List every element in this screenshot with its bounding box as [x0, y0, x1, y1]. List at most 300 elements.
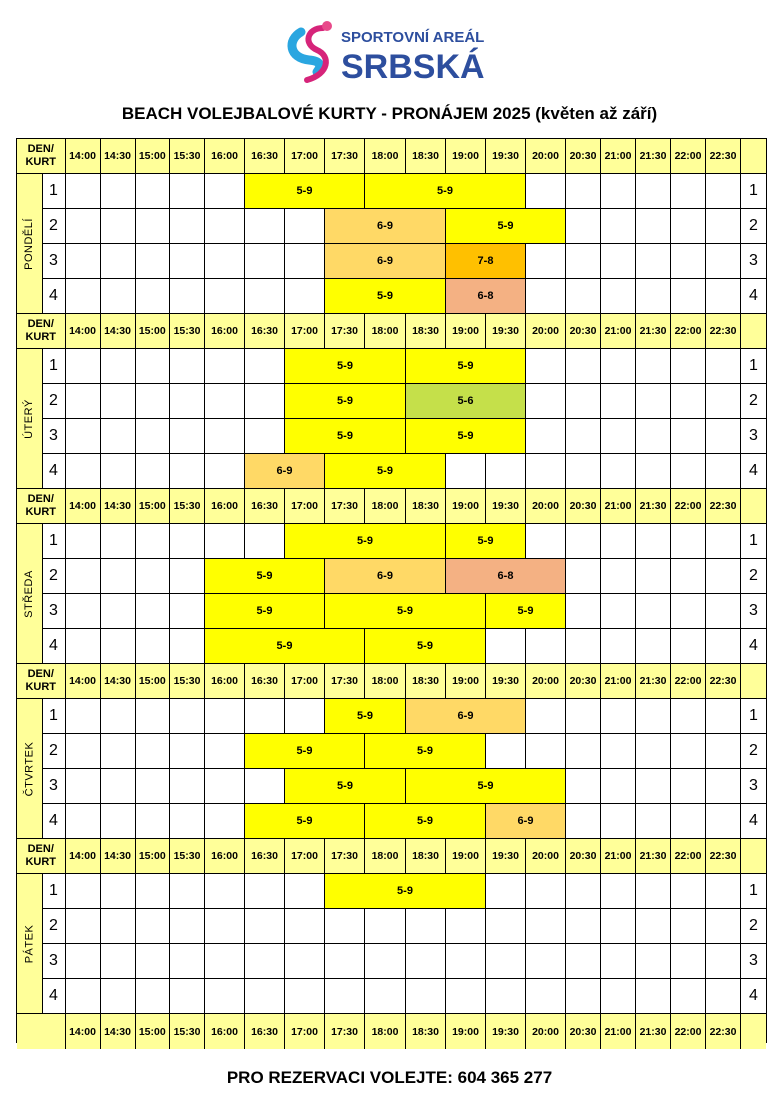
empty-slot: [136, 384, 171, 419]
empty-slot: [205, 349, 245, 384]
empty-slot: [170, 209, 205, 244]
empty-slot: [671, 384, 706, 419]
empty-slot: [706, 734, 741, 769]
empty-slot: [205, 979, 245, 1014]
empty-slot: [205, 454, 245, 489]
empty-slot: [101, 244, 136, 279]
empty-slot: [170, 454, 205, 489]
empty-slot: [636, 454, 671, 489]
time-header-cell: 15:00: [136, 139, 171, 174]
empty-slot: [526, 279, 566, 314]
empty-slot: [205, 524, 245, 559]
court-number-right: 1: [741, 349, 766, 384]
empty-slot: [526, 629, 566, 664]
booking-block: 5-9: [205, 559, 325, 594]
court-number-left: 4: [43, 629, 66, 664]
time-header-cell: 20:30: [566, 1014, 601, 1049]
empty-slot: [526, 699, 566, 734]
time-header-cell: 22:00: [671, 314, 706, 349]
empty-slot: [601, 909, 636, 944]
time-header-cell: 22:30: [706, 314, 741, 349]
empty-slot: [205, 244, 245, 279]
time-header-cell: 20:30: [566, 139, 601, 174]
header-kurt-label: KURT: [25, 506, 57, 518]
time-header-cell: 22:00: [671, 1014, 706, 1049]
booking-block: 5-6: [406, 384, 526, 419]
empty-slot: [486, 909, 526, 944]
time-header-cell: 19:30: [486, 664, 526, 699]
time-header-cell: 16:30: [245, 489, 285, 524]
empty-slot: [636, 174, 671, 209]
empty-slot: [526, 174, 566, 209]
empty-slot: [205, 909, 245, 944]
time-header-cell: 18:00: [365, 489, 406, 524]
time-header-cell: 14:00: [66, 489, 101, 524]
empty-slot: [566, 244, 601, 279]
day-label-cell: [17, 874, 43, 1014]
empty-slot: [325, 909, 365, 944]
empty-slot: [706, 349, 741, 384]
empty-slot: [636, 699, 671, 734]
court-number-right: 4: [741, 279, 766, 314]
document-title: BEACH VOLEJBALOVÉ KURTY - PRONÁJEM 2025 (květen až září): [121, 104, 658, 123]
court-number-right: 2: [741, 734, 766, 769]
empty-slot: [136, 979, 171, 1014]
empty-slot: [706, 209, 741, 244]
time-header-cell: 22:30: [706, 139, 741, 174]
empty-slot: [566, 559, 601, 594]
empty-slot: [671, 734, 706, 769]
time-header-cell: 20:00: [526, 314, 566, 349]
empty-slot: [526, 419, 566, 454]
empty-slot: [601, 769, 636, 804]
empty-slot: [66, 279, 101, 314]
time-header-cell: 15:00: [136, 664, 171, 699]
time-header-cell: 16:00: [205, 139, 245, 174]
empty-slot: [101, 804, 136, 839]
empty-slot: [671, 594, 706, 629]
time-header-cell: 21:30: [636, 1014, 671, 1049]
empty-slot: [566, 979, 601, 1014]
empty-slot: [101, 944, 136, 979]
time-header-cell: 18:30: [406, 664, 446, 699]
time-header-cell: 18:30: [406, 139, 446, 174]
time-header-cell: 15:00: [136, 489, 171, 524]
court-number-right: 4: [741, 629, 766, 664]
empty-slot: [671, 979, 706, 1014]
empty-slot: [636, 804, 671, 839]
booking-block: 5-9: [406, 349, 526, 384]
empty-slot: [170, 279, 205, 314]
empty-slot: [136, 209, 171, 244]
empty-slot: [486, 454, 526, 489]
time-header-cell: 16:00: [205, 314, 245, 349]
court-number-right: 2: [741, 384, 766, 419]
empty-slot: [170, 734, 205, 769]
empty-slot: [66, 909, 101, 944]
empty-slot: [170, 629, 205, 664]
empty-slot: [526, 349, 566, 384]
empty-slot: [636, 559, 671, 594]
empty-slot: [66, 944, 101, 979]
time-header-cell: 15:00: [136, 1014, 171, 1049]
empty-slot: [636, 944, 671, 979]
empty-slot: [101, 594, 136, 629]
header-den-kurt: [17, 839, 66, 874]
empty-slot: [66, 874, 101, 909]
empty-slot: [566, 279, 601, 314]
empty-slot: [205, 279, 245, 314]
empty-slot: [101, 384, 136, 419]
empty-slot: [706, 699, 741, 734]
time-header-cell: 14:30: [101, 839, 136, 874]
empty-slot: [170, 944, 205, 979]
header-trailing-cell: [741, 664, 766, 699]
court-number-right: 2: [741, 909, 766, 944]
empty-slot: [245, 874, 285, 909]
time-header-cell: 17:00: [285, 314, 325, 349]
empty-slot: [636, 209, 671, 244]
empty-slot: [526, 384, 566, 419]
court-number-left: 1: [43, 349, 66, 384]
court-number-left: 2: [43, 559, 66, 594]
court-number-left: 3: [43, 244, 66, 279]
time-header-cell: 21:30: [636, 839, 671, 874]
empty-slot: [101, 769, 136, 804]
empty-slot: [636, 349, 671, 384]
empty-slot: [706, 874, 741, 909]
court-number-left: 4: [43, 979, 66, 1014]
empty-slot: [205, 734, 245, 769]
empty-slot: [446, 454, 486, 489]
court-number-right: 1: [741, 174, 766, 209]
empty-slot: [706, 419, 741, 454]
booking-block: 6-8: [446, 559, 566, 594]
day-name: STŘEDA: [23, 569, 36, 618]
time-header-cell: 19:30: [486, 314, 526, 349]
empty-slot: [566, 419, 601, 454]
time-header-cell: 16:00: [205, 489, 245, 524]
booking-block: 5-9: [285, 349, 406, 384]
booking-block: 5-9: [325, 279, 446, 314]
booking-block: 5-9: [446, 524, 526, 559]
booking-block: 5-9: [325, 699, 406, 734]
empty-slot: [170, 769, 205, 804]
empty-slot: [601, 874, 636, 909]
logo-ball: [322, 21, 332, 31]
time-header-cell: 16:00: [205, 664, 245, 699]
time-header-cell: 16:00: [205, 839, 245, 874]
empty-slot: [365, 979, 406, 1014]
time-header-cell: 17:00: [285, 839, 325, 874]
empty-slot: [285, 699, 325, 734]
empty-slot: [245, 979, 285, 1014]
time-header-cell: 22:30: [706, 1014, 741, 1049]
time-header-cell: 19:30: [486, 839, 526, 874]
empty-slot: [526, 944, 566, 979]
empty-slot: [636, 629, 671, 664]
time-header-cell: 20:30: [566, 839, 601, 874]
empty-slot: [66, 384, 101, 419]
empty-slot: [601, 559, 636, 594]
empty-slot: [170, 174, 205, 209]
empty-slot: [365, 944, 406, 979]
day-name: PONDĚLÍ: [23, 217, 36, 270]
empty-slot: [446, 979, 486, 1014]
booking-block: 5-9: [285, 769, 406, 804]
time-header-cell: 21:00: [601, 1014, 636, 1049]
empty-slot: [446, 909, 486, 944]
time-header-cell: 20:00: [526, 1014, 566, 1049]
time-header-cell: 20:30: [566, 489, 601, 524]
court-number-right: 1: [741, 874, 766, 909]
empty-slot: [706, 804, 741, 839]
empty-slot: [136, 734, 171, 769]
empty-slot: [66, 419, 101, 454]
court-number-left: 1: [43, 699, 66, 734]
empty-slot: [601, 279, 636, 314]
empty-slot: [406, 909, 446, 944]
empty-slot: [671, 349, 706, 384]
empty-slot: [566, 699, 601, 734]
empty-slot: [566, 209, 601, 244]
time-header-cell: 14:30: [101, 314, 136, 349]
empty-slot: [636, 279, 671, 314]
header-kurt-label: KURT: [25, 681, 57, 693]
time-header-cell: 21:00: [601, 489, 636, 524]
empty-slot: [636, 909, 671, 944]
empty-slot: [671, 909, 706, 944]
booking-block: 6-9: [245, 454, 325, 489]
time-header-cell: 20:00: [526, 489, 566, 524]
time-header-cell: 21:00: [601, 314, 636, 349]
header-trailing-cell: [741, 839, 766, 874]
empty-slot: [136, 279, 171, 314]
empty-slot: [66, 804, 101, 839]
empty-slot: [601, 209, 636, 244]
day-label-cell: [17, 174, 43, 314]
empty-slot: [566, 524, 601, 559]
empty-slot: [566, 594, 601, 629]
empty-slot: [205, 804, 245, 839]
empty-slot: [706, 279, 741, 314]
booking-block: 5-9: [365, 804, 486, 839]
booking-block: 5-9: [365, 629, 486, 664]
empty-slot: [285, 209, 325, 244]
time-header-cell: 22:30: [706, 839, 741, 874]
reservation-footer: PRO REZERVACI VOLEJTE: 604 365 277: [226, 1068, 553, 1087]
time-header-cell: 15:00: [136, 839, 171, 874]
header-kurt-label: KURT: [25, 856, 57, 868]
empty-slot: [101, 454, 136, 489]
header-empty-cell: [17, 1014, 66, 1049]
time-header-cell: 18:30: [406, 1014, 446, 1049]
empty-slot: [706, 979, 741, 1014]
empty-slot: [136, 874, 171, 909]
court-number-right: 3: [741, 769, 766, 804]
empty-slot: [66, 629, 101, 664]
empty-slot: [66, 244, 101, 279]
empty-slot: [66, 174, 101, 209]
time-header-cell: 17:30: [325, 314, 365, 349]
time-header-cell: 15:30: [170, 839, 205, 874]
empty-slot: [101, 629, 136, 664]
empty-slot: [671, 209, 706, 244]
empty-slot: [170, 909, 205, 944]
booking-block: 5-9: [205, 594, 325, 629]
day-label-cell: [17, 349, 43, 489]
time-header-cell: 19:00: [446, 1014, 486, 1049]
booking-block: 5-9: [245, 734, 365, 769]
booking-block: 6-8: [446, 279, 526, 314]
time-header-cell: 18:00: [365, 314, 406, 349]
empty-slot: [170, 559, 205, 594]
empty-slot: [136, 524, 171, 559]
time-header-cell: 22:30: [706, 489, 741, 524]
sportovni-areal-logo: [283, 18, 493, 88]
empty-slot: [566, 384, 601, 419]
empty-slot: [636, 419, 671, 454]
time-header-cell: 21:00: [601, 664, 636, 699]
empty-slot: [566, 804, 601, 839]
booking-block: 5-9: [365, 174, 526, 209]
court-number-left: 4: [43, 279, 66, 314]
empty-slot: [601, 524, 636, 559]
empty-slot: [205, 384, 245, 419]
empty-slot: [205, 174, 245, 209]
court-number-right: 4: [741, 804, 766, 839]
court-number-right: 3: [741, 419, 766, 454]
empty-slot: [136, 594, 171, 629]
empty-slot: [66, 769, 101, 804]
empty-slot: [245, 384, 285, 419]
empty-slot: [136, 244, 171, 279]
booking-block: 5-9: [325, 874, 486, 909]
empty-slot: [526, 244, 566, 279]
empty-slot: [406, 979, 446, 1014]
empty-slot: [566, 454, 601, 489]
empty-slot: [136, 454, 171, 489]
empty-slot: [706, 594, 741, 629]
empty-slot: [671, 699, 706, 734]
header-trailing-cell: [741, 314, 766, 349]
court-number-right: 4: [741, 454, 766, 489]
header-den-label: DEN/: [27, 143, 54, 155]
time-header-cell: 15:30: [170, 489, 205, 524]
court-number-right: 3: [741, 944, 766, 979]
header-trailing-cell: [741, 489, 766, 524]
time-header-cell: 21:30: [636, 314, 671, 349]
court-number-right: 2: [741, 559, 766, 594]
booking-block: 5-9: [325, 594, 486, 629]
empty-slot: [636, 594, 671, 629]
empty-slot: [706, 944, 741, 979]
empty-slot: [66, 594, 101, 629]
empty-slot: [285, 979, 325, 1014]
time-header-cell: 15:00: [136, 314, 171, 349]
time-header-cell: 19:30: [486, 139, 526, 174]
empty-slot: [245, 909, 285, 944]
empty-slot: [285, 279, 325, 314]
empty-slot: [101, 979, 136, 1014]
empty-slot: [486, 874, 526, 909]
booking-block: 5-9: [446, 209, 566, 244]
time-header-cell: 19:00: [446, 664, 486, 699]
court-number-left: 3: [43, 944, 66, 979]
booking-block: 6-9: [325, 209, 446, 244]
court-number-left: 4: [43, 804, 66, 839]
time-header-cell: 20:30: [566, 314, 601, 349]
empty-slot: [636, 979, 671, 1014]
court-number-left: 2: [43, 734, 66, 769]
empty-slot: [205, 419, 245, 454]
empty-slot: [136, 769, 171, 804]
empty-slot: [636, 384, 671, 419]
empty-slot: [566, 909, 601, 944]
empty-slot: [66, 734, 101, 769]
empty-slot: [671, 804, 706, 839]
empty-slot: [66, 454, 101, 489]
empty-slot: [601, 594, 636, 629]
time-header-cell: 18:00: [365, 1014, 406, 1049]
time-header-cell: 17:00: [285, 489, 325, 524]
time-header-cell: 19:00: [446, 139, 486, 174]
time-header-cell: 15:30: [170, 664, 205, 699]
court-number-left: 3: [43, 769, 66, 804]
empty-slot: [245, 524, 285, 559]
time-header-cell: 22:00: [671, 139, 706, 174]
time-header-cell: 18:30: [406, 314, 446, 349]
empty-slot: [706, 174, 741, 209]
booking-block: 5-9: [285, 524, 446, 559]
empty-slot: [66, 699, 101, 734]
booking-block: 7-8: [446, 244, 526, 279]
booking-block: 5-9: [245, 804, 365, 839]
empty-slot: [325, 944, 365, 979]
empty-slot: [566, 174, 601, 209]
time-header-cell: 15:30: [170, 314, 205, 349]
time-header-cell: 22:00: [671, 489, 706, 524]
empty-slot: [136, 944, 171, 979]
empty-slot: [66, 524, 101, 559]
time-header-cell: 17:00: [285, 139, 325, 174]
time-header-cell: 17:00: [285, 664, 325, 699]
booking-block: 6-9: [325, 244, 446, 279]
empty-slot: [566, 874, 601, 909]
empty-slot: [671, 174, 706, 209]
time-header-cell: 17:30: [325, 139, 365, 174]
header-den-label: DEN/: [27, 843, 54, 855]
booking-block: 6-9: [325, 559, 446, 594]
time-header-cell: 21:30: [636, 489, 671, 524]
time-header-cell: 22:00: [671, 839, 706, 874]
empty-slot: [325, 979, 365, 1014]
booking-block: 5-9: [205, 629, 365, 664]
empty-slot: [601, 734, 636, 769]
empty-slot: [205, 209, 245, 244]
empty-slot: [170, 594, 205, 629]
empty-slot: [170, 244, 205, 279]
time-header-cell: 14:30: [101, 489, 136, 524]
empty-slot: [601, 244, 636, 279]
time-header-cell: 18:30: [406, 839, 446, 874]
empty-slot: [136, 909, 171, 944]
empty-slot: [601, 979, 636, 1014]
empty-slot: [671, 279, 706, 314]
empty-slot: [486, 734, 526, 769]
time-header-cell: 17:30: [325, 489, 365, 524]
time-header-cell: 22:30: [706, 664, 741, 699]
